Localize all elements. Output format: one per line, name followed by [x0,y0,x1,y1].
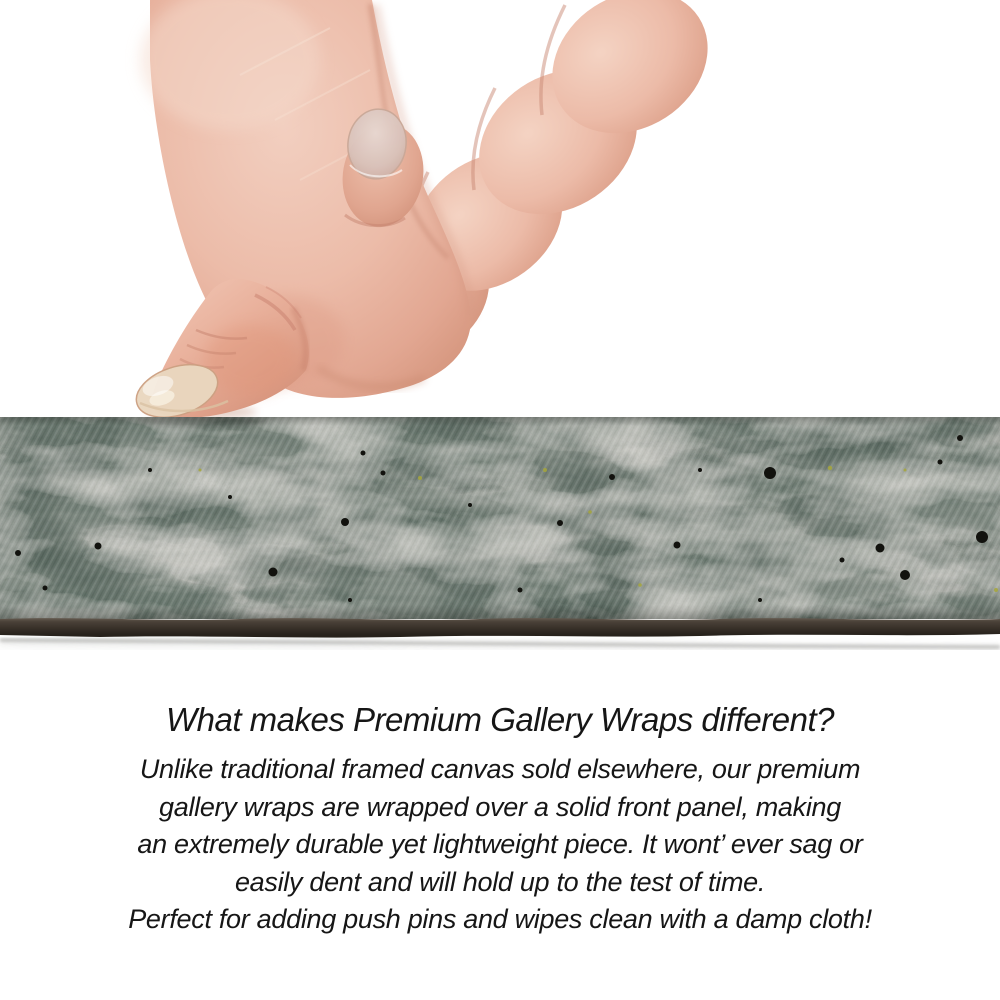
text-block [0,699,1000,939]
body-line: gallery wraps are wrapped over a solid front panel, making [159,791,841,822]
thumb [130,279,309,418]
panel-edge [0,618,1000,637]
canvas-edge-photo [0,417,1000,650]
body-line: Perfect for adding push pins and wipes clean with a damp cloth! [128,904,872,935]
hand-pressing-photo [0,0,1000,418]
body-line: easily dent and will hold up to the test of time. [234,866,766,897]
canvas-texture [0,417,1000,619]
body-line: an extremely durable yet lightweight piece. It wont’ ever sag or [137,829,863,860]
body-line: Unlike traditional framed canvas sold elsewhere, our premium [139,754,861,784]
heading: What makes Premium Gallery Wraps different? [165,701,835,738]
drop-shadow [0,640,1000,648]
